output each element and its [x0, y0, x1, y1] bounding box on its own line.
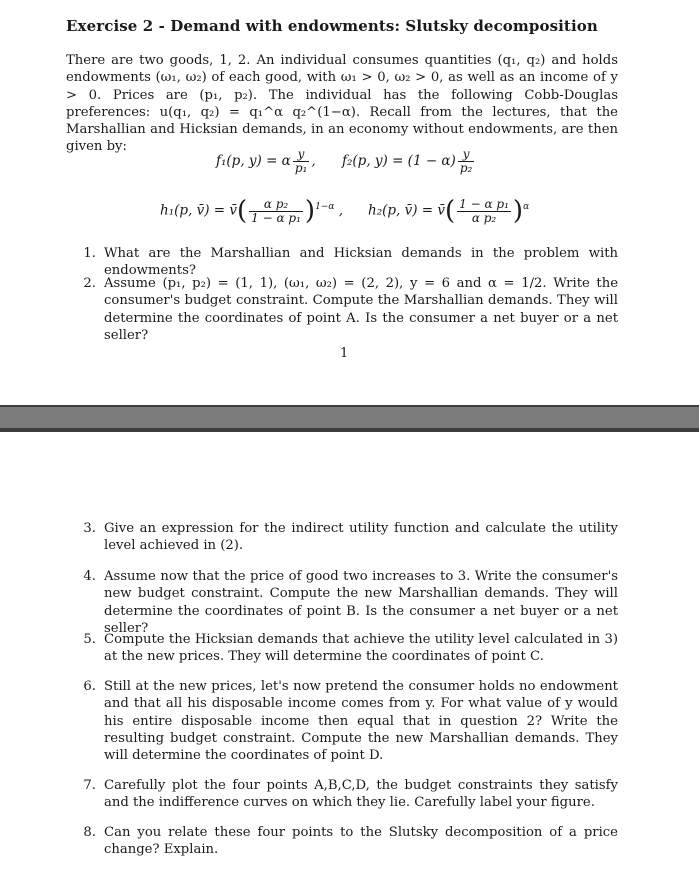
h2-denominator: α p₂ — [471, 210, 497, 225]
marshallian-f2 — [342, 148, 476, 175]
question-number: 5. — [83, 632, 96, 647]
h2-exponent: α — [523, 202, 530, 212]
f1-numerator: y — [293, 148, 310, 162]
f2-lhs: f₂(p, y) = (1 − α) — [342, 153, 456, 169]
question-number: 3. — [83, 521, 96, 536]
question-text: Compute the Hicksian demands that achieve the utility level calculated in 3) at the new prices. They will determine the coordinates of point C. — [104, 632, 618, 665]
document-page-2 — [0, 432, 699, 875]
h1-exponent: 1−α — [315, 202, 335, 212]
f1-denominator: p₁ — [294, 161, 308, 175]
h2-numerator: 1 − α p₁ — [459, 196, 509, 211]
question-text: Assume now that the price of good two increases to 3. Write the consumer's new budget constraint. Compute the new Marshallian demands. They will determine the coordinates of point B. Is the consumer a net buyer or a net seller? — [104, 569, 618, 636]
question-number: 2. — [83, 276, 96, 291]
question-number: 8. — [83, 825, 96, 840]
question-number: 1. — [83, 246, 96, 261]
question-text: Give an expression for the indirect utility function and calculate the utility level achieved in (2). — [104, 521, 618, 554]
question-number: 6. — [83, 679, 96, 694]
marshallian-f1: f₁(p, y) = α $\frac{y}{\text{p₁}}$ , — [216, 147, 316, 175]
question-text: Can you relate these four points to the Slutsky decomposition of a price change? Explain. — [104, 825, 618, 858]
hicksian-h1: h₁(p, v̄) = v̄( $\frac{\text{α p₂}}{\text{1 − α p₁}}$ )$^{1-\alpha}$ , — [160, 196, 344, 226]
page-separator — [0, 405, 699, 432]
question-text: Carefully plot the four points A,B,C,D, the budget constraints they satisfy and the indifference curves on which they lie. Carefully label your figure. — [104, 778, 618, 811]
document-page-1 — [0, 0, 699, 405]
page-number: 1 — [340, 346, 349, 361]
question-text: What are the Marshallian and Hicksian demands in the problem with endowments? — [104, 246, 618, 279]
f2-numerator: y — [458, 148, 475, 162]
hicksian-h2: h₂(p, v̄) = v̄( $\frac{\text{1 − α p₁}}{\text{α p₂}}$ )$^\alpha$ — [368, 196, 530, 226]
f2-denominator: p₂ — [459, 161, 473, 175]
question-text: Still at the new prices, let's now pretend the consumer holds no endowment and that all his disposable income comes from y. For what value of y would his entire disposable income then equal that in question 2? Write the resulting budget constraint. Compute the new Marshallian demands. They will determine the coordinates of point D. — [104, 679, 618, 764]
question-number: 7. — [83, 778, 96, 793]
f1-lhs: f₁(p, y) = α — [216, 153, 291, 169]
intro-paragraph: There are two goods, 1, 2. An individual consumes quantities (q₁, q₂) and holds endowments (ω₁, ω₂) of each good, with ω₁ > 0, ω₂ > 0, as well as an income of y > 0. Prices are (p₁, p₂). The individual has the following Cobb-Douglas preferences: u(q₁, q₂) = q₁^α q₂^(1−α). Recall from the lectures, that the Marshallian and Hicksian demands, in an economy without endowments, are then given by: — [66, 53, 618, 155]
h1-numerator: α p₂ — [249, 198, 303, 212]
h2-lhs: h₂(p, v̄) = v̄ — [368, 202, 446, 219]
h1-denominator: 1 − α p₁ — [251, 210, 301, 225]
h1-lhs: h₁(p, v̄) = v̄ — [160, 202, 238, 219]
question-text: Assume (p₁, p₂) = (1, 1), (ω₁, ω₂) = (2, 2), y = 6 and α = 1/2. Write the consumer's budget constraint. Compute the Marshallian demands. They will determine the coordinates of point A. Is the consumer a net buyer or a net seller? — [104, 276, 618, 343]
exercise-title: Exercise 2 - Demand with endowments: Slutsky decomposition — [66, 17, 598, 35]
question-number: 4. — [83, 569, 96, 584]
